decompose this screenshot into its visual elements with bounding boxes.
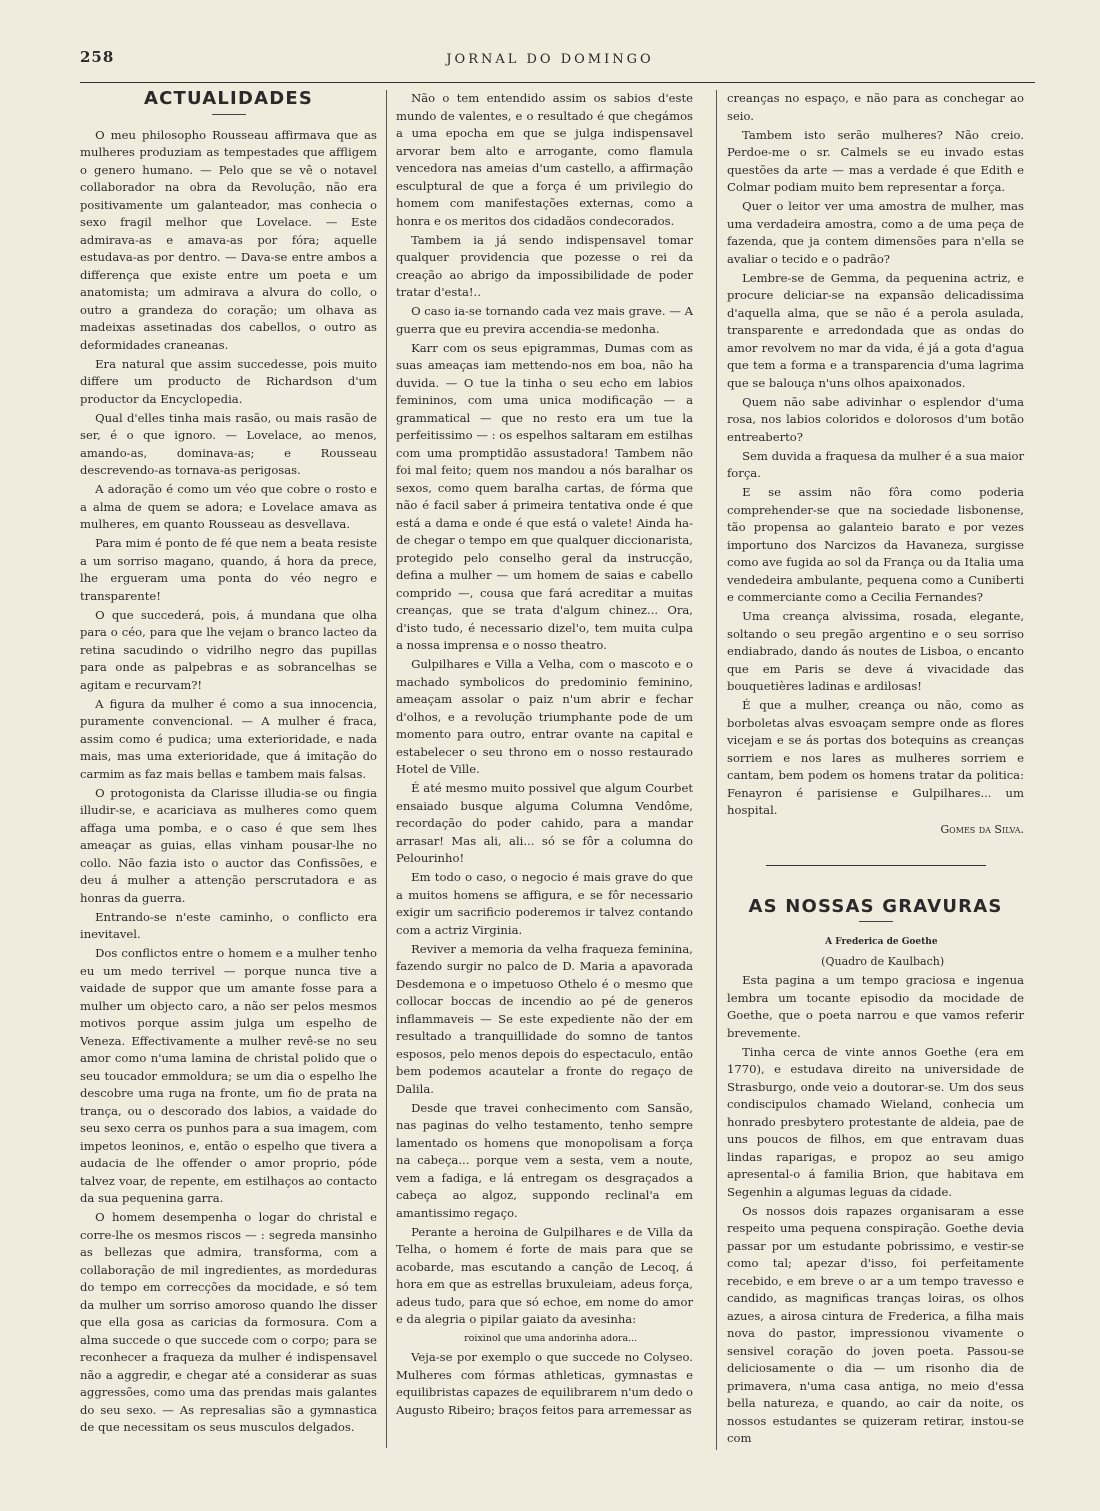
title-rule (859, 921, 893, 922)
paragraph: O protogonista da Clarisse illudia-se ou fingia illudir-se, e acariciava as mulheres como quem affaga uma pomba, e o caso é que sem lhes ameaçar as guias, ellas vinham pousar-lhe no collo. Não fazia isto o auctor das Confissões, e deu á mulher a attenção perscrutadora e as honras da guerra. (80, 785, 377, 905)
paragraph: O que succederá, pois, á mundana que olha para o céo, para que lhe vejam o branco lacteo da retina sacudindo o vidrilho negro das pupillas para onde as palpebras e as sobrancelhas se agitam e recurvam?! (80, 607, 377, 692)
paragraph: Perante a heroina de Gulpilhares e de Villa da Telha, o homem é forte de mais para que se acobarde, mas escutando a canção de Lecoq, á hora em que as estrellas bruxuleiam, adeus força, adeus tudo, para que só echoe, em nome do amor e da alegria o pipilar gaiato da avesinha: (396, 1224, 693, 1326)
paragraph: Em todo o caso, o negocio é mais grave do que a muitos homens se affigura, e se fôr necessario exigir um sacrificio poderemos ir talvez contando com a actriz Virginia. (396, 870, 693, 937)
paragraph: Dos conflictos entre o homem e a mulher tenho eu um medo terrivel — porque nunca tive a vaidade de suppor que um amante fosse para a mulher um objecto caro, a não ser pelos mesmos motivos porque assim julga um espelho de Veneza. Effectivamente a mulher revê-se no seu amor como n'uma lamina de christal polido que o seu toucador emmoldura; se um dia o espelho lhe descobre uma ruga na fronte, um fio de prata na trança, ou o descorado dos labios, a vaidade do seu sexo cerra os punhos para a sua imagem, com impetos leoninos, e, então o espelho que tivera a audacia de lhe offender o amor proprio, póde talvez voar, de repente, em estilhaços ao contacto da sua pequenina garra. (80, 946, 377, 1205)
paragraph: creanças no espaço, e não para as conchegar ao seio. (727, 91, 1024, 123)
paragraph: A figura da mulher é como a sua innocencia, puramente convencional. — A mulher é fraca, assim como é pudica; uma exterioridade, e nada mais, mas uma exterioridade, que á imitação do carmim as faz mais bellas e tambem mais falsas. (80, 696, 377, 781)
paragraph: Tambem ia já sendo indispensavel tomar qualquer providencia que pozesse o rei da creação ao abrigo da impossibilidade de poder tratar d'esta!.. (396, 232, 693, 299)
article-subcaption: (Quadro de Kaulbach) (821, 955, 945, 968)
paragraph: Tinha cerca de vinte annos Goethe (era em 1770), e estudava direito na universidade de Strasburgo, onde veio a doutorar-se. Um dos seus condiscipulos chamado Wieland, conhecia um honrado presbytero protestante de aldeia, pae de uns poucos de filhos, em que entravam duas lindas raparigas, e propoz ao seu amigo apresental-o á familia Brion, que habitava em Segenhin a algumas leguas da cidade. (727, 1044, 1024, 1199)
paragraph: Quer o leitor ver uma amostra de mulher, mas uma verdadeira amostra, como a de uma peça de fazenda, que ja contem dimensões para n'ella se avaliar o tecido e o padrão? (727, 199, 1024, 266)
paragraph: Tambem isto serão mulheres? Não creio. Perdoe-me o sr. Calmels se eu invado estas questões da arte — mas a verdade é que Edith e Colmar podiam muito bem representar a força. (727, 127, 1024, 194)
column-rule-1 (386, 90, 387, 1448)
column-2 (396, 90, 693, 1421)
title-rule (212, 114, 246, 115)
paragraph: Gulpilhares e Villa a Velha, com o mascoto e o machado symbolicos do predominio feminino, ameaçam assolar o paiz n'um abrir e fechar d'olhos, e a revolução triumphante pode de um momento para outro, entrar ovante na capital e estabelecer o seu throno em o nosso restaurado Hotel de Ville. (396, 657, 693, 776)
paragraph: Não o tem entendido assim os sabios d'este mundo de valentes, e o resultado é que chegámos a uma epocha em que se julga indispensavel arvorar bem alto e arrogante, como flamula vencedora nas ameias d'um castello, a affirmação esculptural de que a força é um privilegio do homem com manifestações externas, como a honra e os meritos dos cidadãos condecorados. (396, 91, 693, 228)
section-divider (766, 865, 986, 866)
paragraph: Sem duvida a fraquesa da mulher é a sua maior força. (727, 448, 1024, 480)
paragraph: Entrando-se n'este caminho, o conflicto era inevitavel. (80, 909, 377, 941)
paragraph: Reviver a memoria da velha fraqueza feminina, fazendo surgir no palco de D. Maria a apavorada Desdemona e o impetuoso Othelo é o mesmo que collocar boccas de incendio ao pé de generos inflammaveis — Se este expediente não der em resultado a tranquillidade do somno de tantos esposos, pelo menos depois do espectaculo, então bem podemos acautelar a fronte do regaço de Dalila. (396, 941, 693, 1096)
paragraph: A adoração é como um véo que cobre o rosto e a alma de quem se adora; e Lovelace amava as mulheres, em quanto Rousseau as desvellava. (80, 482, 377, 531)
paragraph: É até mesmo muito possivel que algum Courbet ensaiado busque alguma Columna Vendôme, recordação do poder cahido, para a mandar arrasar! Mas ali, ali... só se fôr a columna do Pelourinho! (396, 781, 693, 865)
paragraph: Esta pagina a um tempo graciosa e ingenua lembra um tocante episodio da mocidade de Goethe, que o poeta narrou e que vamos referir brevemente. (727, 973, 1024, 1040)
paragraph: O meu philosopho Rousseau affirmava que as mulheres produziam as tempestades que affligem o genero humano. — Pelo que se vê o notavel collaborador na obra da Revolução, não era positivamente um galanteador, mas conhecia o sexo fragil melhor que Lovelace. — Este admirava-as e amava-as por fóra; aquelle estudava-as por dentro. — Dava-se entre ambos a differença que existe entre um poeta e um anatomista; um admirava a alvura do collo, o outro a grandeza do coração; um olhava as madeixas assetinadas dos cabellos, o outro as deformidades craneanas. (80, 127, 377, 352)
column-3 (727, 90, 1024, 1449)
paragraph: Qual d'elles tinha mais rasão, ou mais rasão de ser, é o que ignoro. — Lovelace, ao menos, amando-as, dominava-as; e Rousseau descrevendo-as tornava-as perigosas. (80, 410, 377, 477)
paragraph: Veja-se por exemplo o que succede no Colyseo. Mulheres com fórmas athleticas, gymnastas e equilibristas capazes de equilibrarem n'um dedo o Augusto Ribeiro; braços feitos para arremessar as (396, 1350, 693, 1417)
section-title-actualidades: ACTUALIDADES (143, 88, 314, 109)
column-1 (80, 90, 377, 1438)
page-number: 258 (80, 48, 115, 66)
journal-title: JORNAL DO DOMINGO (446, 52, 654, 67)
paragraph: Para mim é ponto de fé que nem a beata resiste a um sorriso magano, quando, á hora da prece, lhe ergueram uma ponta do véo negro e transparente! (80, 536, 377, 603)
paragraph: Desde que travei conhecimento com Sansão, nas paginas do velho testamento, tenho sempre lamentado os homens que monopolisam a força na cabeça... porque vem a sesta, vem a noute, vem a fadiga, e lá entregam os desgraçados a cabeça ao algoz, suppondo reclinal'a em amantissimo regaço. (396, 1100, 693, 1220)
paragraph: O caso ia-se tornando cada vez mais grave. — A guerra que eu previra accendia-se medonha. (396, 304, 693, 336)
paragraph: E se assim não fôra como poderia comprehender-se que na sociedade lisbonense, tão propensa ao galanteio barato e por vezes importuno dos Narcizos da Havaneza, surgisse como ave fugida ao sol da França ou da Italia uma vendedeira ambulante, pequena como a Cuniberti e commerciante como a Cecilia Fernandes? (727, 485, 1024, 604)
paragraph: Os nossos dois rapazes organisaram a esse respeito uma pequena conspiração. Goethe devia passar por um estudante pobrissimo, e vestir-se como tal; apezar d'isso, foi perfeitamente recebido, e em breve o ar a um tempo travesso e candido, as magnificas tranças loiras, os olhos azues, a airosa cintura de Frederica, a filha mais nova do pastor, impressionou vivamente o sensivel coração do joven poeta. Passou-se deliciosamente o dia — um risonho dia de primavera, n'uma casa antiga, no meio d'essa bella natureza, e quando, ao cair da noite, os nossos estudantes se quizeram retirar, instou-se com (727, 1203, 1024, 1445)
paragraph: É que a mulher, creança ou não, como as borboletas alvas esvoaçam sempre onde as flores vicejam e se ás portas dos botequins as creanças sorriem e nos lares as mulheres sorriem e cantam, bem podem os homens tratar da politica: Fenayron é parisiense e Gulpilhares... um hospital. (727, 698, 1024, 817)
header-rule (80, 82, 1035, 83)
section-title-gravuras: AS NOSSAS GRAVURAS (748, 895, 1003, 917)
paragraph: Era natural que assim succedesse, pois muito differe um producto de Richardson d'um productor da Encyclopedia. (80, 356, 377, 406)
article-subhead: A Frederica de Goethe (825, 937, 938, 947)
author-signature: Gomes da Silva. (940, 823, 1024, 836)
column-rule-2 (716, 90, 717, 1450)
paragraph: Quem não sabe adivinhar o esplendor d'uma rosa, nos labios coloridos e dolorosos d'um botão entreaberto? (727, 394, 1024, 444)
paragraph: Lembre-se de Gemma, da pequenina actriz, e procure deliciar-se na expansão delicadissima d'aquella alma, que se não é a perola asulada, transparente e arredondada que as ondas do amor revolvem no mar da vida, é já a gota d'agua que tem a forma e a transparencia d'uma lagrima que se balouça n'uns olhos apaixonados. (727, 270, 1024, 390)
verse-quote: roixinol que uma andorinha adora... (464, 1333, 638, 1344)
paragraph: O homem desempenha o logar do christal e corre-lhe os mesmos riscos — : segreda mansinho as bellezas que admira, transforma, com a collaboração de mil ingredientes, as mordeduras do tempo em correcções da mocidade, e só tem da mulher um sorriso amoroso quando lhe disser que ella gosa as caricias da formosura. Com a alma succede o que succede com o corpo; para se reconhecer a fraqueza da mulher é indispensavel não a aggredir, e chegar até a considerar as suas aggressões, como uma das prendas mais galantes do seu sexo. — As represalias são a gymnastica de que necessitam os seus musculos delgados. (80, 1210, 377, 1434)
paragraph: Karr com os seus epigrammas, Dumas com as suas ameaças iam mettendo-nos em boa, não ha duvida. — O tue la tinha o seu echo em labios femininos, com uma unica modificação — a grammatical — que no resto era um tue la perfeitissimo — : os espelhos saltaram em estilhas com uma promptidão assustadora! Tambem não foi mal feito; quem nos mandou a nós baralhar os sexos, como quem baralha cartas, de fórma que não é facil saber á primeira tentativa onde é que está a dama e onde é que está o valete! Ainda ha-de chegar o tempo em que qualquer diccionarista, protegido pelo conselho geral da instrucção, defina a mulher — um homem de saias e cabello comprido —, cousa que fará acreditar a muitas creanças, que se trata d'algum chinez... Ora, d'isto tudo, é necessario dizel'o, tem muita culpa a nossa imprensa e o nosso theatro. (396, 340, 693, 652)
paragraph: Uma creança alvissima, rosada, elegante, soltando o seu pregão argentino e o seu sorriso endiabrado, dando ás noutes de Lisboa, o encanto que em Paris se deve á vivacidade das bouquetières ladinas e ardilosas! (727, 609, 1024, 693)
